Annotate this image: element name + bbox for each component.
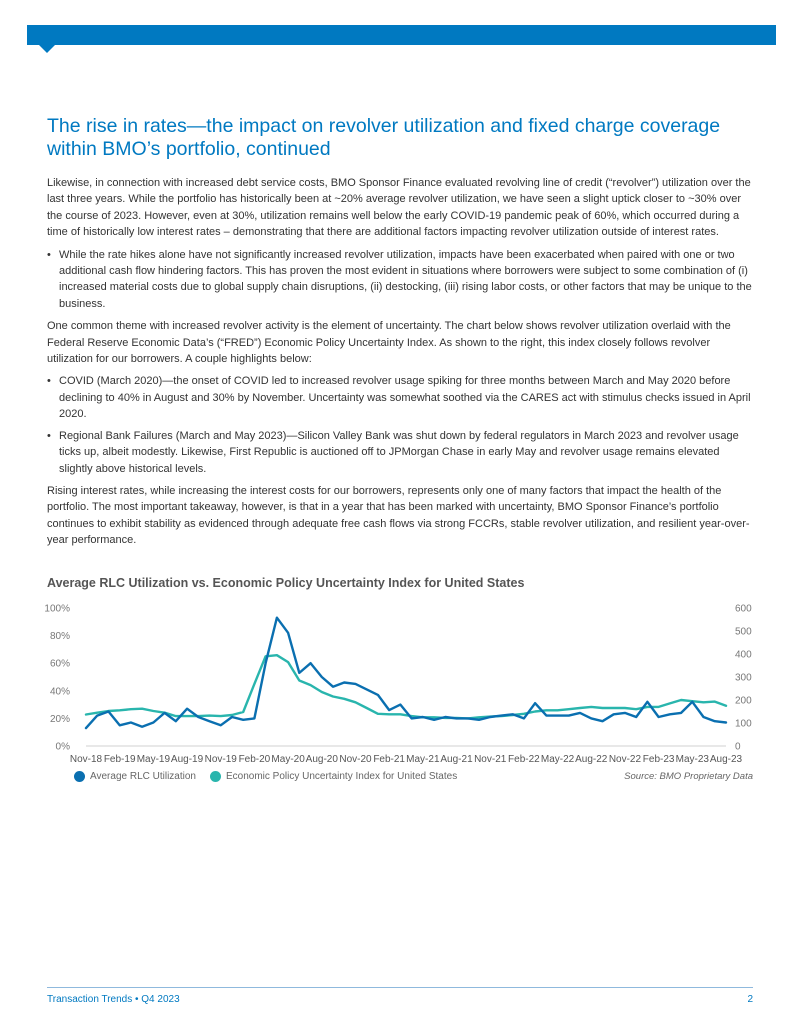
x-tick-label: Aug-22 [575, 754, 608, 765]
x-tick-label: Feb-21 [373, 754, 406, 765]
x-tick-label: Nov-21 [474, 754, 507, 765]
x-tick-label: Nov-19 [204, 754, 237, 765]
y-left-tick-label: 40% [49, 686, 70, 698]
x-tick-label: Aug-20 [305, 754, 338, 765]
series-line-uncertainty-index [86, 655, 726, 718]
article-body [47, 175, 753, 555]
x-tick-label: Aug-19 [170, 754, 204, 765]
footer-publication: Transaction Trends • Q4 2023 [47, 994, 180, 1005]
y-left-tick-label: 100% [44, 603, 70, 615]
y-right-tick-label: 200 [735, 695, 752, 707]
legend-label-epu: Economic Policy Uncertainty Index for United States [225, 771, 458, 782]
x-tick-label: Feb-19 [103, 754, 136, 765]
legend-swatch-epu [210, 771, 221, 782]
banner-notch [38, 44, 56, 53]
x-tick-label: May-23 [675, 754, 709, 765]
bullet-item: • While the rate hikes alone have not significantly increased revolver utilization, impacts have been exacerbated when paired with one or two additional cash flow hindering factors. This has proven the most evident in situations where borrowers were subject to some combination of (i) increased material costs due to global supply chain disruptions, (ii) destocking, (iii) rising labor costs, or other factors that may be unique to the business. [47, 247, 753, 313]
page-number: 2 [747, 994, 753, 1005]
y-right-tick-label: 500 [735, 626, 752, 638]
y-right-tick-label: 400 [735, 649, 752, 661]
x-tick-label: Nov-18 [69, 754, 103, 765]
x-tick-label: Nov-22 [608, 754, 642, 765]
chart-legend [74, 771, 471, 782]
x-tick-label: Aug-23 [709, 754, 743, 765]
y-right-tick-label: 600 [735, 603, 752, 615]
legend-item-epu [210, 771, 457, 782]
chart-title: Average RLC Utilization vs. Economic Policy Uncertainty Index for United States [47, 576, 525, 590]
x-tick-label: May-22 [540, 754, 575, 765]
chart-source: Source: BMO Proprietary Data [624, 771, 753, 782]
y-left-tick-label: 0% [55, 741, 70, 753]
x-tick-label: Feb-22 [508, 754, 540, 765]
bullet-list-2 [47, 373, 753, 476]
x-tick-label: Nov-20 [339, 754, 372, 765]
bullet-item: • Regional Bank Failures (March and May 2023)—Silicon Valley Bank was shut down by federal regulators in March 2023 and revolver usage ticks up, albeit modestly. Likewise, First Republic is auctioned off to JPMorgan Chase in early May and revolver usage remains elevated slightly above historical levels. [47, 428, 753, 477]
legend-label-rlc: Average RLC Utilization [90, 771, 196, 782]
legend-item-rlc [74, 771, 196, 782]
y-left-tick-label: 80% [49, 631, 70, 643]
page-title: The rise in rates—the impact on revolver utilization and fixed charge coverage within BMO’s portfolio, continued [47, 115, 721, 160]
x-tick-label: Feb-23 [642, 754, 675, 765]
x-tick-label: Feb-20 [238, 754, 271, 765]
legend-swatch-rlc [74, 771, 85, 782]
paragraph-3: Rising interest rates, while increasing the interest costs for our borrowers, represents only one of many factors that impact the health of the portfolio. The most important takeaway, however, is that in a year that has been marked with uncertainty, BMO Sponsor Finance’s portfolio continues to exhibit stability as evidenced through adequate free cash flows via strong FCCRs, stable revolver utilization, and resilient year-over-year performance. [47, 484, 750, 547]
x-tick-label: Aug-21 [440, 754, 473, 765]
paragraph-1: Likewise, in connection with increased debt service costs, BMO Sponsor Finance evaluated revolving line of credit (“revolver”) utilization over the last three years. While the portfolio has historically been at ~20% average revolver utilization, we have seen a slight uptick closer to ~30% over the course of 2023. However, even at 30%, utilization remains well below the early COVID-19 pandemic peak of 60%, which occurred during a time of historically low interest rates – demonstrating that there are additional factors impacting revolver utilization outside of interest rates. [47, 177, 751, 239]
y-right-tick-label: 100 [735, 718, 752, 730]
series-line-rlc-utilization [86, 618, 726, 728]
footer-divider [47, 987, 753, 988]
paragraph-2: One common theme with increased revolver activity is the element of uncertainty. The chart below shows revolver utilization overlaid with the Federal Reserve Economic Data’s (“FRED”) Economic Policy Uncertainty Index. As shown to the right, this index closely follows revolver utilization for our borrowers. A couple highlights below: [47, 320, 731, 366]
bullet-item: • COVID (March 2020)—the onset of COVID led to increased revolver usage spiking for three months between March and May 2020 before declining to 40% in August and 30% by November. Uncertainty was somewhat soothed via the CARES act with stimulus checks issued in April 2020. [47, 373, 753, 422]
x-tick-label: May-20 [271, 754, 305, 765]
x-tick-label: May-21 [406, 754, 440, 765]
top-banner [27, 25, 776, 45]
y-right-tick-label: 300 [735, 672, 752, 684]
bullet-list-1 [47, 247, 753, 313]
y-right-tick-label: 0 [735, 741, 741, 753]
x-tick-label: May-19 [136, 754, 171, 765]
y-left-tick-label: 60% [49, 658, 70, 670]
y-left-tick-label: 20% [49, 713, 70, 725]
line-chart [40, 598, 760, 770]
